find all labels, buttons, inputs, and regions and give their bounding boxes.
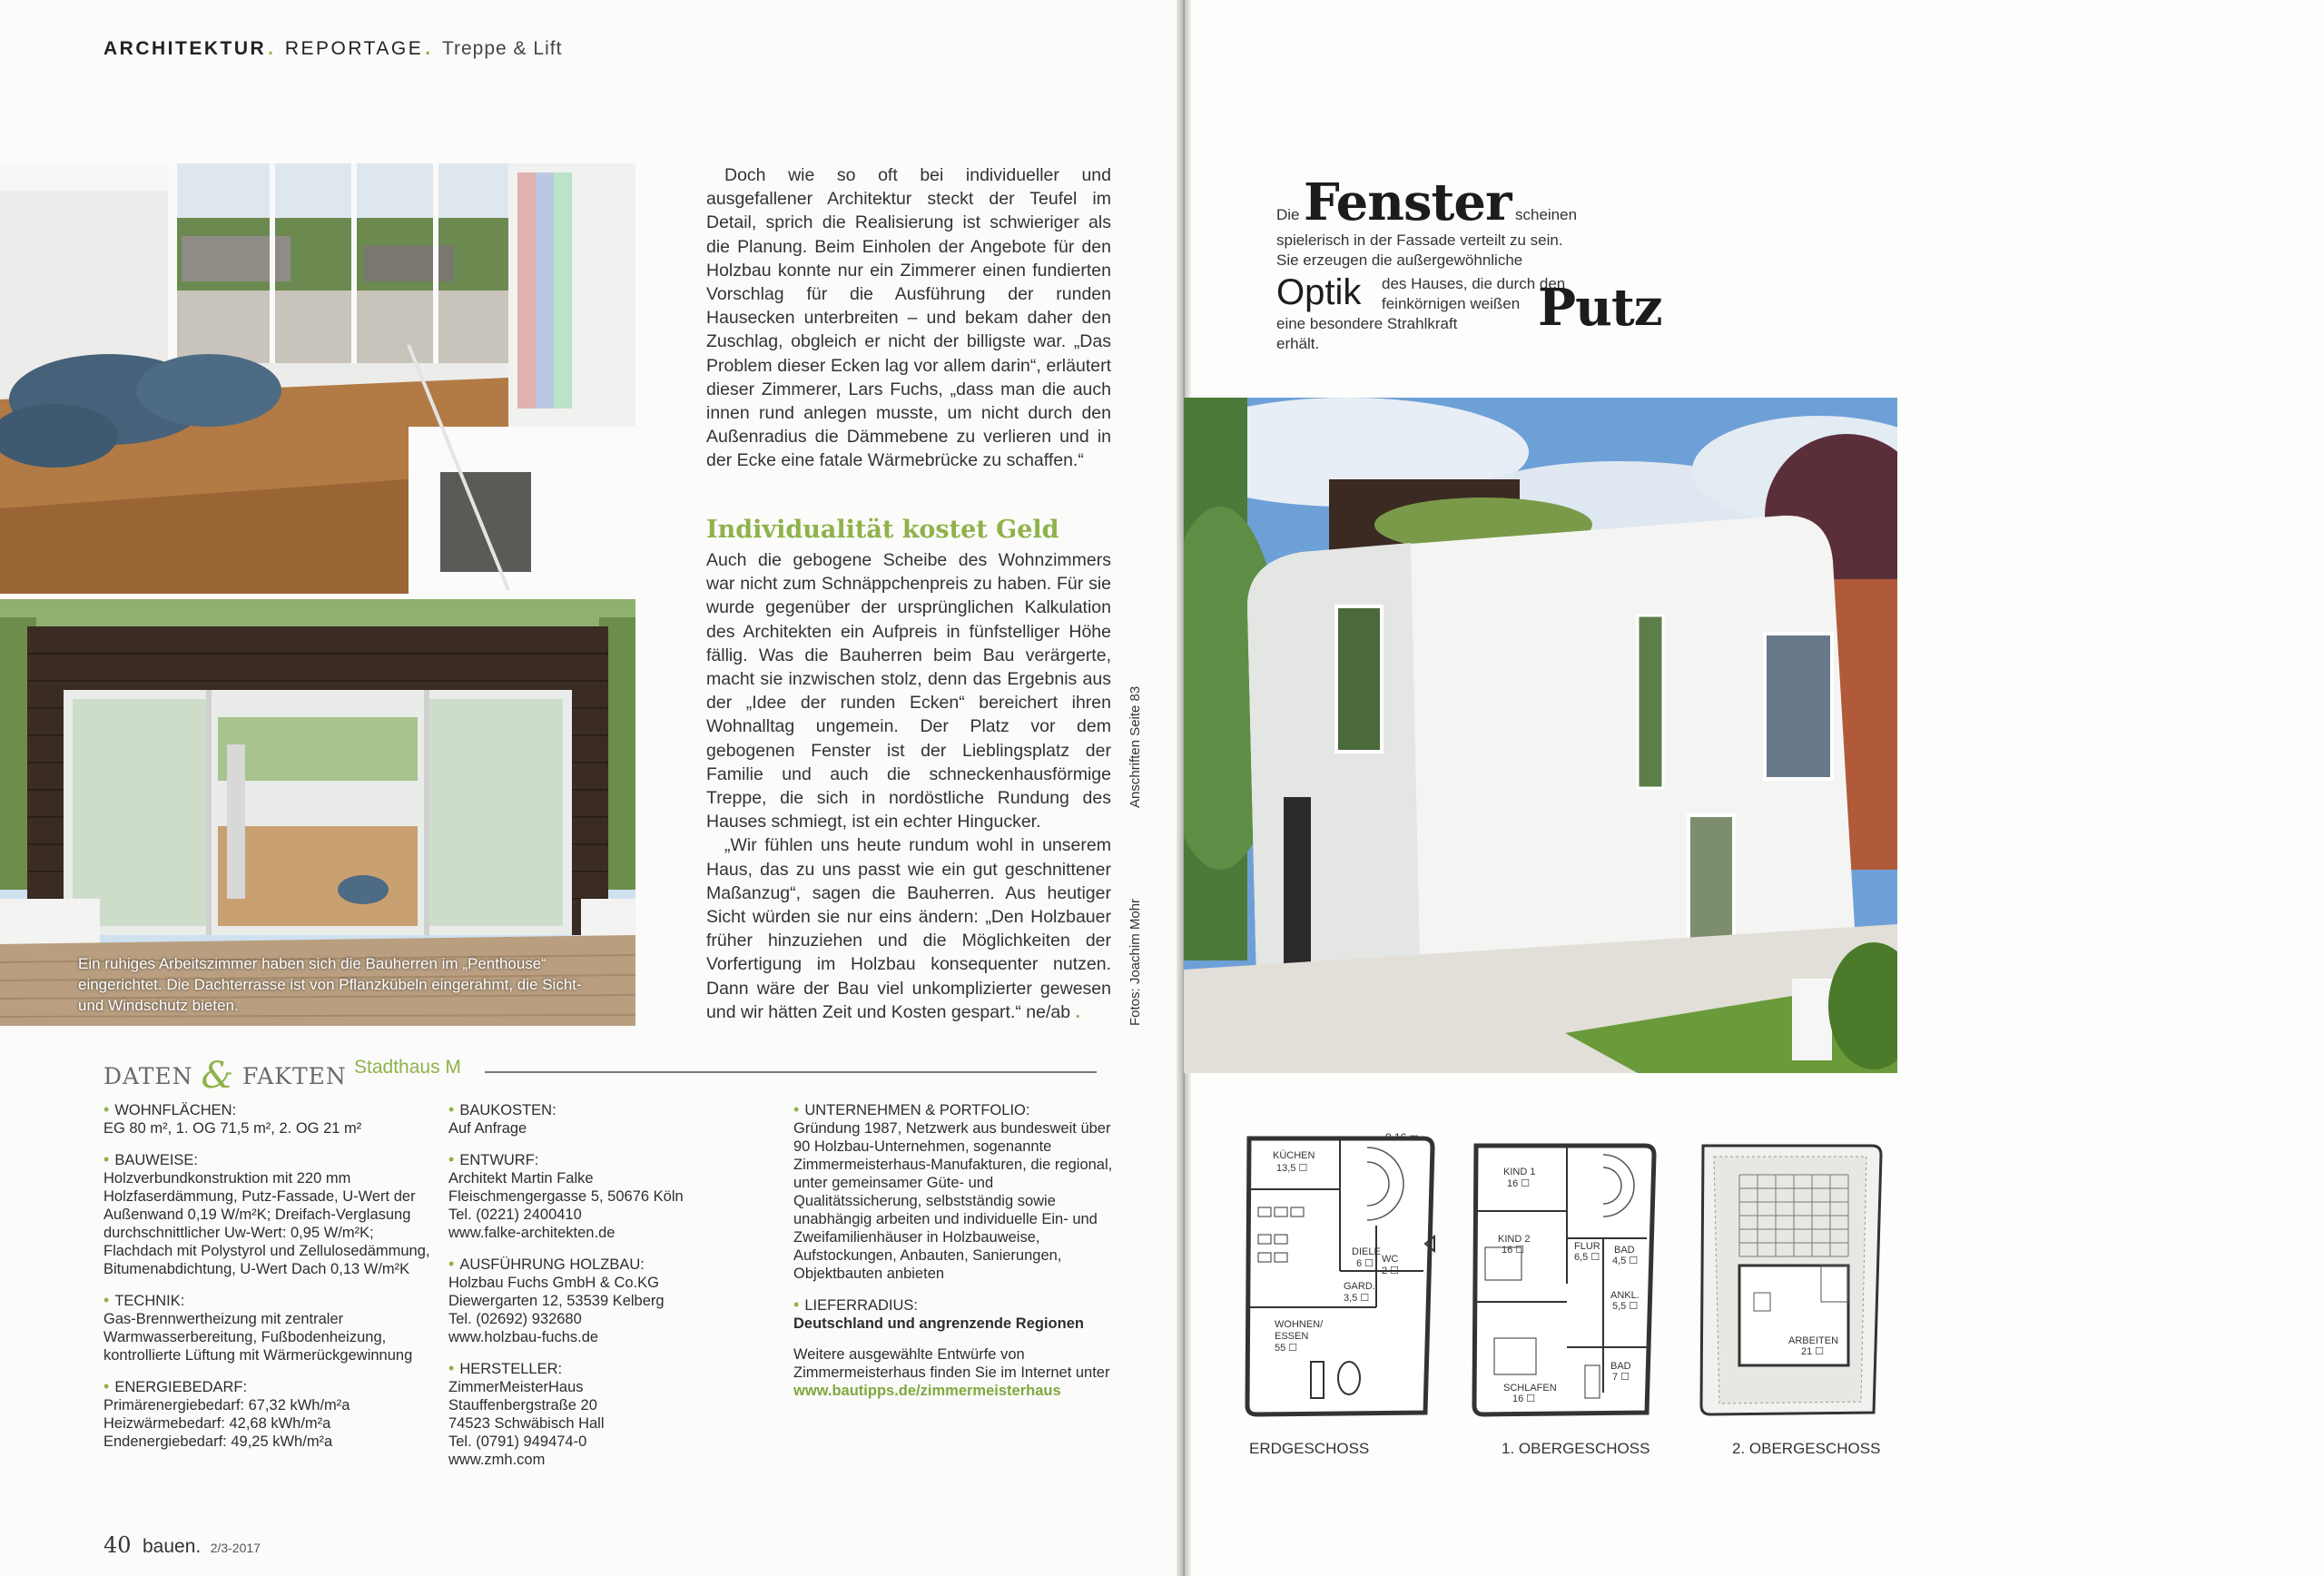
svg-text:2 ☐: 2 ☐: [1382, 1266, 1400, 1276]
article-body-2: [706, 548, 1111, 1024]
photo-credit: Fotos: Joachim Mohr: [1128, 898, 1143, 1026]
fact-item: Weitere ausgewählte Entwürfe von Zimmermeisterhaus finden Sie im Internet unter www.bautipps.de/zimmermeisterhaus: [793, 1345, 1120, 1400]
pull-quote-keyword: Putz: [1538, 278, 1662, 338]
fact-item: • WOHNFLÄCHEN: EG 80 m², 1. OG 71,5 m², 2. OG 21 m²: [103, 1100, 430, 1138]
svg-text:13,5 ☐: 13,5 ☐: [1276, 1163, 1308, 1174]
fact-item: • LIEFERRADIUS: Deutschland und angrenzende Regionen: [793, 1295, 1120, 1333]
paragraph-text: Doch wie so oft bei individueller und ausgefallener Architektur steckt der Teufel im Detail, sprich die Realisierung ist schwieriger als die Planung. Beim Einholen der Angebote für den Holzbau konnte nur ein Zimmerer einen fundierten Vorschlag für die Ausführung der runden Hausecken unterbreiten – und bekam daher den Zuschlag, obgleich er nicht der billigste war. „Das Problem dieser Ecken lag vor allem darin“, erläutert dieser Zimmerer, Lars Fuchs, „dass man die auch innen rund anlegen musste, um nicht durch den Außenradius die Dämmebene zu verlieren und in der Ecke eine fatale Wärmebrücke zu schaffen.“: [706, 165, 1111, 471]
facts-column-1: [103, 1100, 430, 1463]
fact-item: • TECHNIK: Gas-Brennwertheizung mit zentraler Warmwasserbereitung, Fußbodenheizung, kontrollierte Lüftung mit Wärmerückgewinnung: [103, 1291, 430, 1364]
svg-text:ESSEN: ESSEN: [1275, 1331, 1309, 1342]
pull-quote-keyword: Optik: [1276, 272, 1362, 312]
svg-text:6 ☐: 6 ☐: [1356, 1258, 1374, 1269]
article-subheading: Individualität kostet Geld: [706, 516, 1059, 544]
fact-item: • ENERGIEBEDARF: Primärenergiebedarf: 67,32 kWh/m²a Heizwärmebedarf: 42,68 kWh/m²a Endenergiebedarf: 49,25 kWh/m²a: [103, 1377, 430, 1451]
paragraph-text: Auch die gebogene Scheibe des Wohnzimmers war nicht zum Schnäppchenpreis zu haben. Für sie wurde gegenüber der ursprünglichen Kalkulation des Architekten ein Aufpreis in fünfstelliger Höhe fällig. Was die Bauherren beim Bau verärgerte, macht sie inzwischen stolz, denn das Ergebnis aus der „Idee der runden Ecken“ bereichert ihren Wohnalltag ungemein. Der Platz vor dem gebogenen Fenster ist der Lieblingsplatz der Familie und auch die schneckenhausförmige Treppe, die sich in nordöstliche Rundung des Hauses schmiegt, ist ein echter Hingucker.: [706, 550, 1111, 832]
svg-text:SCHLAFEN: SCHLAFEN: [1503, 1383, 1557, 1394]
fact-item: • BAUKOSTEN: Auf Anfrage: [448, 1100, 721, 1138]
facts-subtitle: Stadthaus M: [354, 1057, 461, 1078]
floorplan-label: 2. OBERGESCHOSS: [1732, 1440, 1881, 1457]
svg-text:16 ☐: 16 ☐: [1512, 1394, 1536, 1404]
pull-quote-keyword: Fenster: [1303, 172, 1512, 232]
topic-label: Treppe & Lift: [441, 38, 563, 59]
facts-column-3: [793, 1100, 1120, 1413]
fact-item: • BAUWEISE: Holzverbundkonstruktion mit 220 mm Holzfaserdämmung, Putz-Fassade, U-Wert der Außenwand 0,19 W/m²K; Dreifach-Verglasung durchschnittlicher Uw-Wert: 0,95 W/m²K; Flachdach mit Polystyrol und Zellulosedämmung, Bitumenabdichtung, U-Wert Dach 0,13 W/m²K: [103, 1150, 430, 1278]
fact-item: • AUSFÜHRUNG HOLZBAU: Holzbau Fuchs GmbH & Co.KG Diewergarten 12, 53539 Kelberg Tel. (02692) 932680 www.holzbau-fuchs.de: [448, 1255, 721, 1346]
svg-text:6,5 ☐: 6,5 ☐: [1574, 1252, 1600, 1263]
svg-text:16 ☐: 16 ☐: [1507, 1178, 1531, 1189]
facts-column-2: [448, 1100, 721, 1482]
svg-text:BAD: BAD: [1614, 1245, 1635, 1256]
page-folio: [103, 1532, 261, 1558]
svg-text:BAD: BAD: [1610, 1361, 1631, 1372]
quote-text: „Wir fühlen uns heute rundum wohl in unserem Haus, das zu uns passt wie ein gut geschnittener Maßanzug“, sagen die Bauherren. Aus heutiger Sicht würden sie nur eins ändern: „Den Holzbauer früher hinzuziehen und die Möglichkeiten der Vorfertigung im Holzbau konsequenter nutzen. Dann wäre der Bau viel unkomplizierter gewesen und wir hätten Zeit und Kosten gespart.“: [706, 835, 1111, 1022]
fact-item: • HERSTELLER: ZimmerMeisterHaus Stauffenbergstraße 20 74523 Schwäbisch Hall Tel. (0791) 949474-0 www.zmh.com: [448, 1359, 721, 1469]
paragraph-text: „Wir fühlen uns heute rundum wohl in unserem Haus, das zu uns passt wie ein gut geschnittener Maßanzug“, sagen die Bauherren. Aus heutiger Sicht würden sie nur eins ändern: „Den Holzbauer früher hinzuziehen und die Möglichkeiten der Vorfertigung im Holzbau konsequenter nutzen. Dann wäre der Bau viel unkomplizierter gewesen und wir hätten Zeit und Kosten gespart.“ ne/ab .: [706, 835, 1111, 1022]
facts-header: [103, 1051, 1097, 1097]
page-number: 40: [103, 1532, 132, 1558]
svg-text:ANKL.: ANKL.: [1610, 1290, 1640, 1301]
facts-title: DATEN & FAKTEN: [103, 1055, 347, 1097]
addresses-credit: Anschriften Seite 83: [1128, 685, 1143, 808]
svg-text:KIND 2: KIND 2: [1498, 1234, 1531, 1245]
svg-text:KÜCHEN: KÜCHEN: [1273, 1150, 1315, 1161]
author-signature: ne/ab: [1026, 1001, 1071, 1022]
running-head: ARCHITEKTUR. REPORTAGE. Treppe & Lift: [103, 38, 563, 59]
svg-text:16 ☐: 16 ☐: [1502, 1245, 1525, 1256]
floorplan-label: ERDGESCHOSS: [1249, 1440, 1370, 1457]
magazine-name: bauen.: [143, 1536, 202, 1557]
svg-text:55 ☐: 55 ☐: [1275, 1343, 1298, 1354]
floorplan-label: 1. OBERGESCHOSS: [1502, 1440, 1650, 1457]
bautipps-link[interactable]: www.bautipps.de/zimmermeisterhaus: [793, 1383, 1061, 1399]
floorplan-ground: [1231, 1126, 1442, 1425]
floorplan-first-floor: [1467, 1138, 1663, 1429]
interior-photo: [0, 163, 635, 594]
svg-text:3,5 ☐: 3,5 ☐: [1344, 1293, 1370, 1304]
svg-text:WOHNEN/: WOHNEN/: [1275, 1319, 1324, 1330]
svg-text:WC: WC: [1382, 1254, 1399, 1265]
svg-text:4,5 ☐: 4,5 ☐: [1612, 1256, 1639, 1266]
facts-divider: [485, 1071, 1097, 1073]
svg-text:7 ☐: 7 ☐: [1612, 1372, 1630, 1383]
photo-caption: Ein ruhiges Arbeitszimmer haben sich die Bauherren im „Penthouse“ eingerichtet. Die Dachterrasse ist von Pflanzkübeln eingerahmt, die Sicht- und Windschutz bieten.: [78, 955, 582, 1014]
svg-text:DIELE: DIELE: [1352, 1246, 1381, 1257]
fact-item: • UNTERNEHMEN & PORTFOLIO: Gründung 1987, Netzwerk aus bundesweit über 90 Holzbau-Unternehmen, sogenannte Zimmermeisterhaus-Manufakturen, die regional, unter gemeinsamer Güte- und Qualitätssicherung, selbstständig sowie unabhängig arbeiten und individuelle Ein- und Zweifamilienhäuser in Holzbauweise, Aufstockungen, Anbauten, Sanierungen, Objektbauten anbieten: [793, 1100, 1120, 1283]
svg-text:GARD.: GARD.: [1344, 1281, 1375, 1292]
svg-text:5,5 ☐: 5,5 ☐: [1612, 1301, 1639, 1312]
svg-text:21 ☐: 21 ☐: [1801, 1346, 1825, 1357]
fact-item: • ENTWURF: Architekt Martin Falke Fleischmengergasse 5, 50676 Köln Tel. (0221) 2400410 www.falke-architekten.de: [448, 1150, 721, 1242]
subsection-label: REPORTAGE: [284, 38, 424, 59]
svg-text:FLUR: FLUR: [1574, 1241, 1600, 1252]
article-paragraph-1: [706, 163, 1111, 473]
floorplan-second-floor: [1694, 1138, 1890, 1429]
svg-text:KIND 1: KIND 1: [1503, 1167, 1536, 1177]
section-label: ARCHITEKTUR: [103, 38, 267, 59]
issue-number: 2/3-2017: [210, 1541, 261, 1555]
svg-text:ARBEITEN: ARBEITEN: [1788, 1335, 1839, 1346]
exterior-photo: [1184, 398, 1897, 1073]
